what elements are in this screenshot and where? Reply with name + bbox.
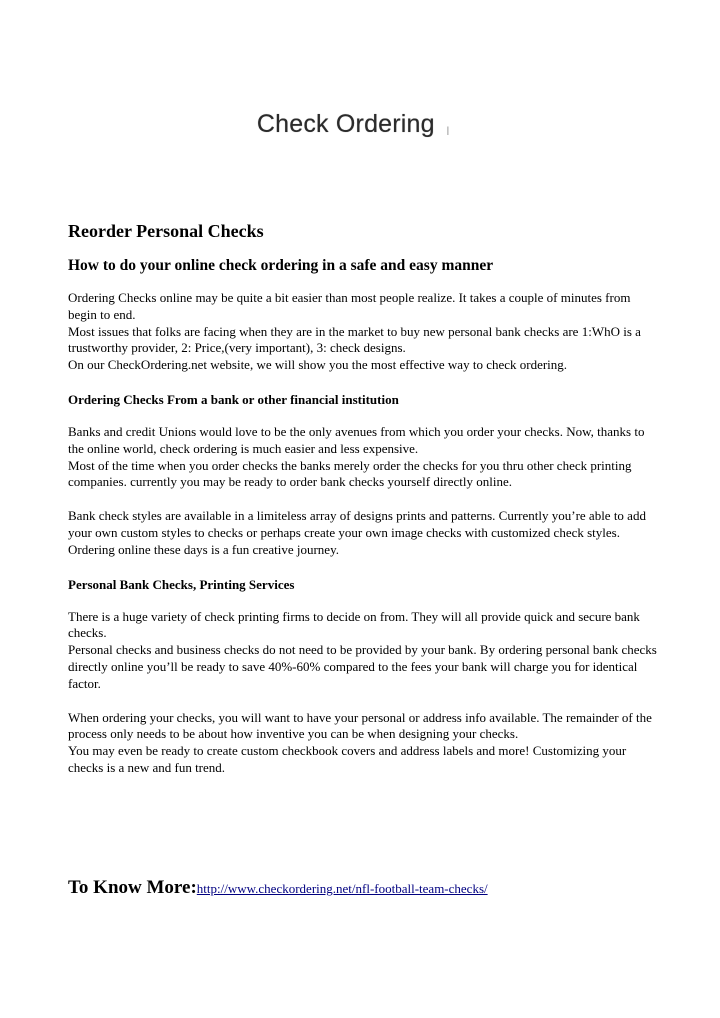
- bank-paragraph-3: Bank check styles are available in a limiteless array of designs prints and patterns. Currently you’re able to add your own custom styles to checks or perhaps create your own image checks with customized check styles. Ordering online these days is a fun creative journey.: [68, 508, 646, 557]
- intro-paragraph-3: On our CheckOrdering.net website, we will show you the most effective way to check ordering.: [68, 357, 568, 373]
- header-logo: [0, 110, 720, 139]
- intro-paragraph-1: Ordering Checks online may be quite a bit easier than most people realize. It takes a couple of minutes from begin to end.: [68, 290, 631, 322]
- section-heading-printing: Personal Bank Checks, Printing Services: [68, 576, 295, 592]
- printing-paragraph-1: There is a huge variety of check printing firms to decide on from. They will all provide quick and secure bank checks.: [68, 608, 640, 641]
- page-subtitle: How to do your online check ordering in a safe and easy manner: [68, 257, 494, 274]
- footer: [68, 877, 708, 899]
- section-heading-bank: Ordering Checks From a bank or other financial institution: [68, 391, 399, 407]
- know-more-label: To Know More:: [68, 877, 197, 898]
- logo-text: Check Ordering: [256, 110, 435, 138]
- intro-paragraph-2: Most issues that folks are facing when they are in the market to buy new personal bank checks are 1:WhO is a trustworthy provider, 2: Price,(very important), 3: check designs.: [68, 323, 641, 356]
- page-title: Reorder Personal Checks: [68, 221, 264, 241]
- bank-paragraph-1: Banks and credit Unions would love to be the only avenues from which you order your checks. Now, thanks to the online world, check ordering is much easier and less expensive.: [68, 423, 645, 456]
- logo-mark: |: [446, 125, 450, 136]
- printing-paragraph-4: You may even be ready to create custom checkbook covers and address labels and more! Customizing your checks is a new and fun trend.: [68, 743, 627, 775]
- bank-paragraph-2: Most of the time when you order checks the banks merely order the checks for you thru other check printing companies. currently you may be ready to order bank checks yourself directly online.: [68, 457, 632, 490]
- printing-paragraph-3: When ordering your checks, you will want to have your personal or address info available. The remainder of the process only needs to be about how inventive you can be when designing your checks.: [68, 709, 652, 742]
- article-body: [68, 219, 658, 777]
- know-more-link[interactable]: http://www.checkordering.net/nfl-football-team-checks/: [196, 881, 488, 896]
- printing-paragraph-2: Personal checks and business checks do not need to be provided by your bank. By ordering personal bank checks directly online you’ll be ready to save 40%-60% compared to the fees your bank will charge you for identical factor.: [68, 642, 657, 691]
